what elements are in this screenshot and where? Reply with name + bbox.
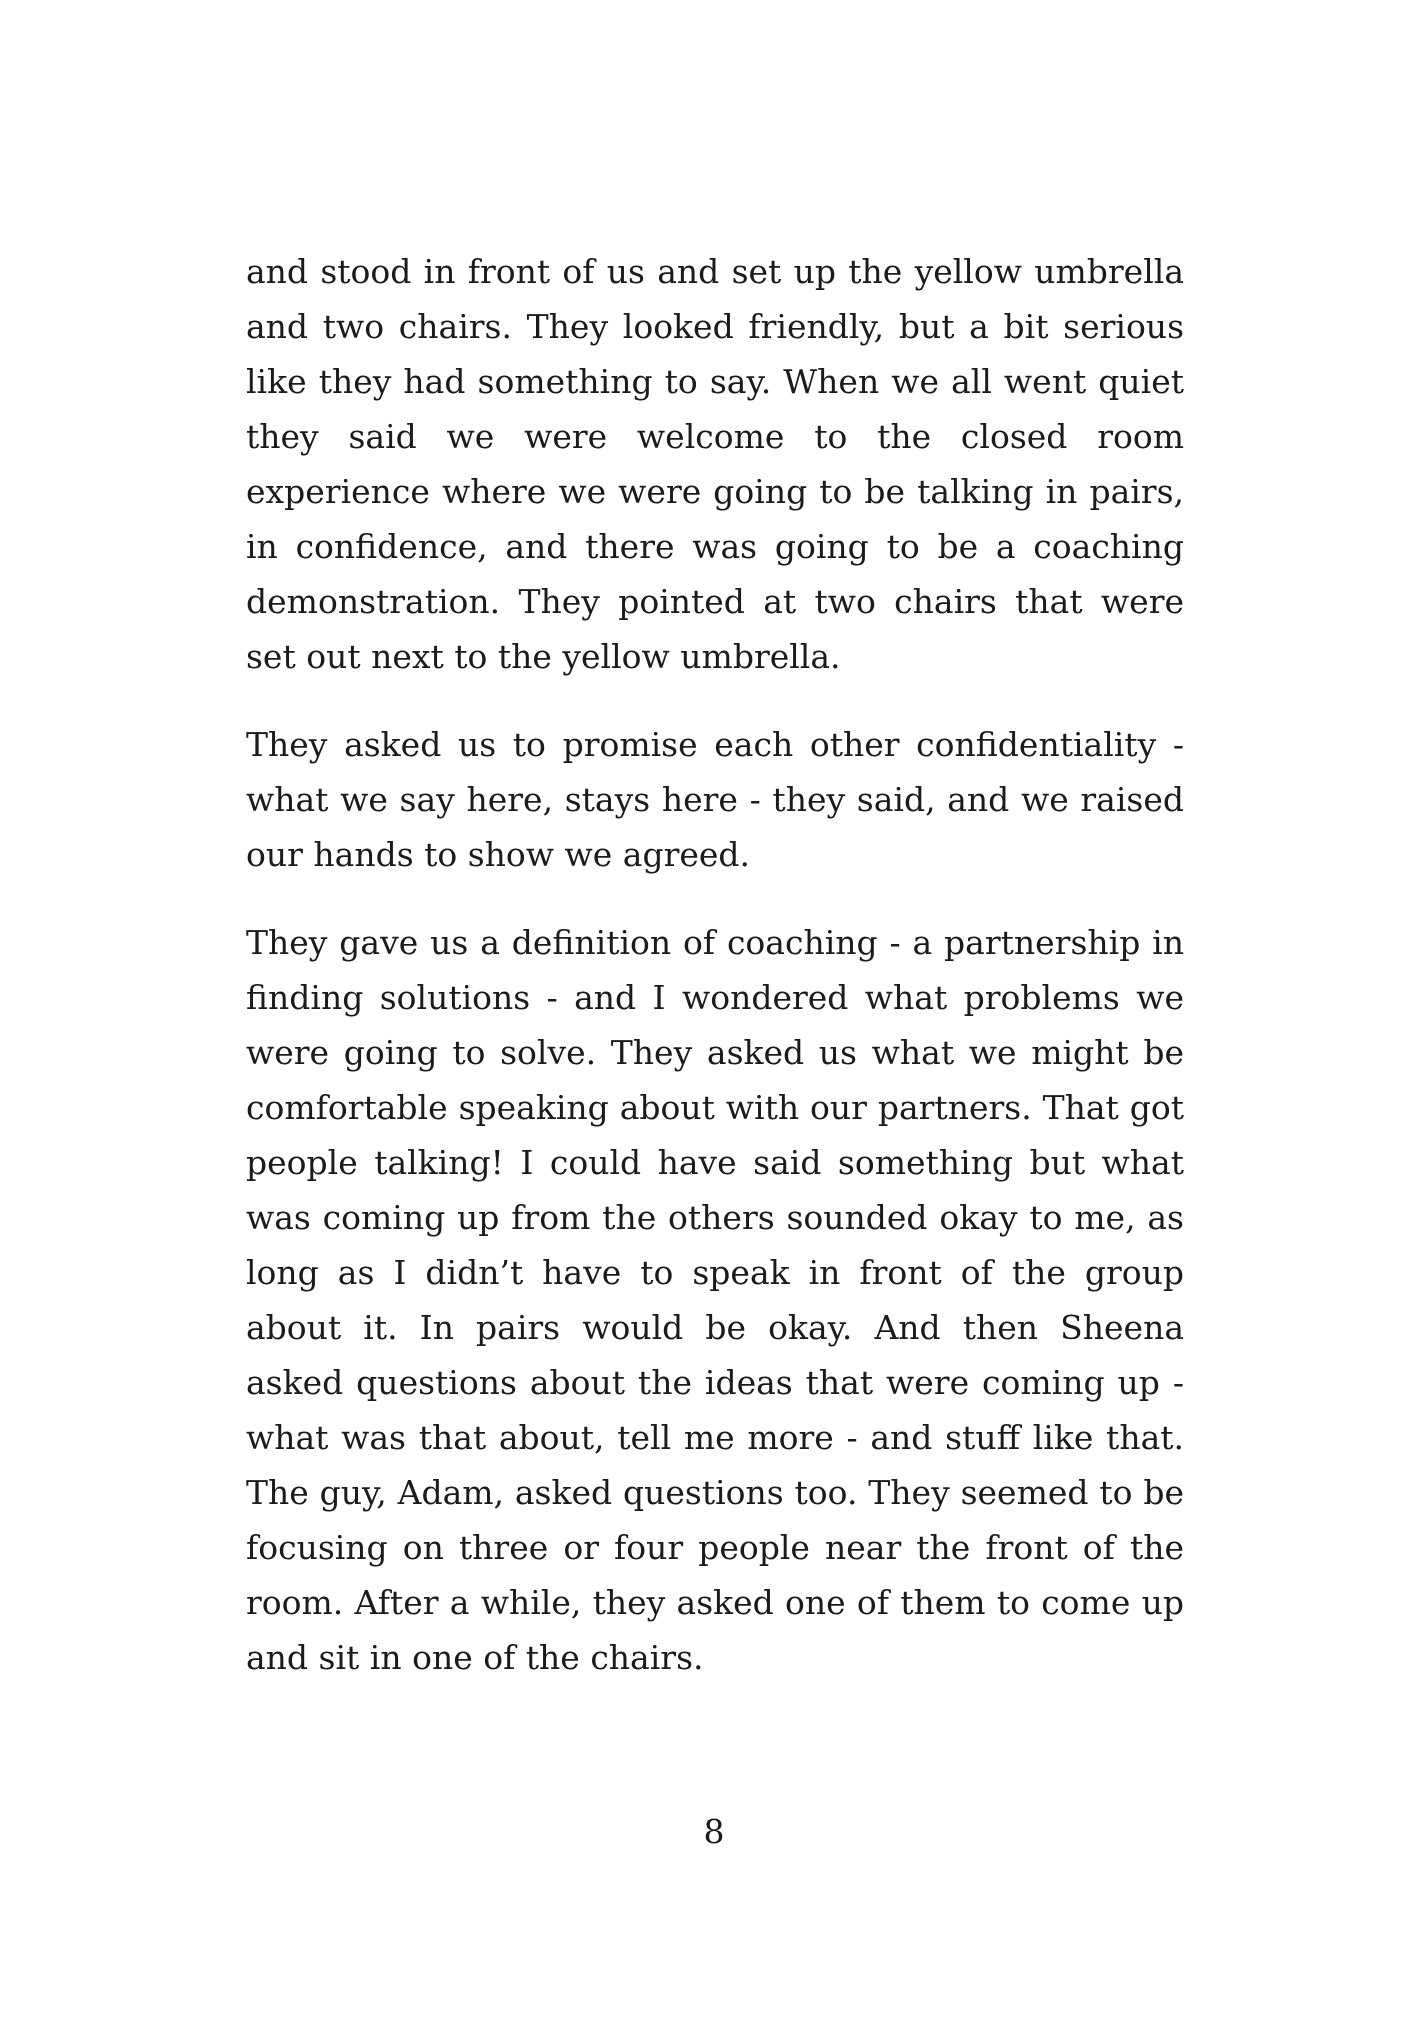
paragraph-1: and stood in front of us and set up the yellow umbrella and two chairs. They looked friendly, but a bit serious like they had something to say. When we all went quiet they said we were welcome to the closed room experience where we were going to be talking in pairs, in confidence, and there was going to be a coaching demonstration. They pointed at two chairs that were set out next to the yellow umbrella.: [246, 252, 1184, 676]
paragraph-2: They asked us to promise each other confidentiality - what we say here, stays here - they said, and we raised our hands to show we agreed.: [246, 725, 1184, 874]
page-number: 8: [703, 1812, 725, 1851]
page-body: [246, 244, 1184, 1685]
paragraph-3: They gave us a definition of coaching - a partnership in finding solutions - and I wondered what problems we were going to solve. They asked us what we might be comfortable speaking about with our partners. That got people talking! I could have said something but what was coming up from the others sounded okay to me, as long as I didn’t have to speak in front of the group about it. In pairs would be okay. And then Sheena asked questions about the ideas that were coming up - what was that about, tell me more - and stuff like that. The guy, Adam, asked questions too. They seemed to be focusing on three or four people near the front of the room. After a while, they asked one of them to come up and sit in one of the chairs.: [246, 923, 1184, 1677]
